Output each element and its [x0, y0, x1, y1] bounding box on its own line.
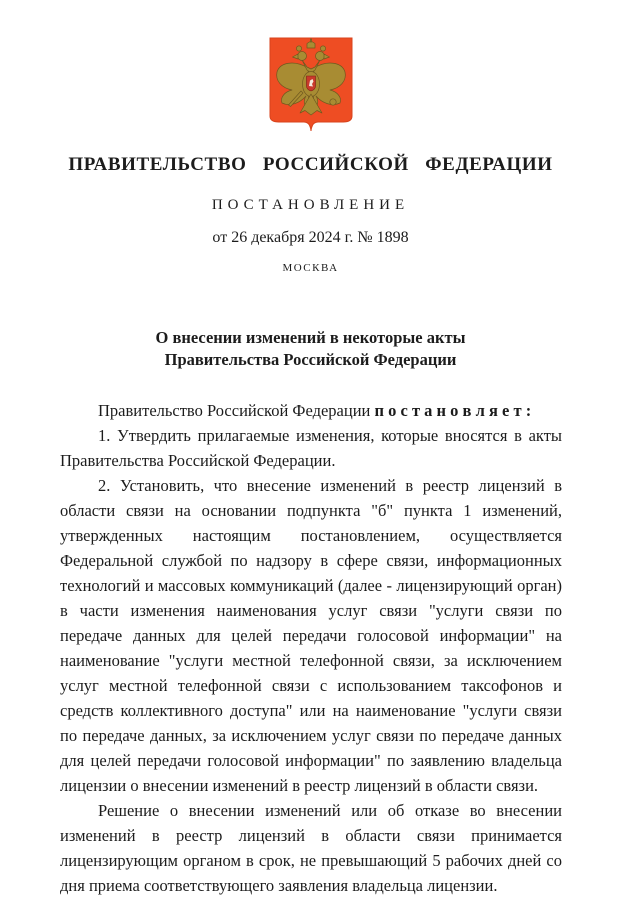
decree-title-line2: Правительства Российской Федерации	[164, 350, 457, 369]
decree-body	[60, 398, 562, 898]
russia-coat-of-arms-icon	[267, 36, 355, 136]
paragraph-1: 1. Утвердить прилагаемые изменения, которые вносятся в акты Правительства Российской Федерации.	[60, 426, 562, 470]
preamble-keyword: п о с т а н о в л я е т :	[374, 401, 532, 420]
emblem-container	[0, 0, 621, 141]
preamble	[60, 398, 562, 423]
document-type: ПОСТАНОВЛЕНИЕ	[211, 197, 410, 213]
paragraph-2: 2. Установить, что внесение изменений в реестр лицензий в области связи на основании подпункта "б" пункта 1 изменений, утвержденных настоящим постановлением, осуществляется Федеральной службой по надзору в сфере связи, информационных технологий и массовых коммуникаций (далее - лицензирующий орган) в части изменения наименования услуг связи "услуги связи по передаче данных для целей передачи голосовой информации" на наименование "услуги местной телефонной связи, за исключением услуг местной телефонной связи с использованием таксофонов и средств коллективного доступа" или на наименование "услуги связи по передаче данных, за исключением услуг связи по передаче данных для целей передачи голосовой информации" по заявлению владельца лицензии о внесении изменений в реестр лицензий в области связи.	[60, 476, 562, 795]
date-number-line: от 26 декабря 2024 г. № 1898	[212, 229, 409, 246]
decree-title-line1: О внесении изменений в некоторые акты	[155, 328, 466, 347]
authority-title: ПРАВИТЕЛЬСТВО РОССИЙСКОЙ ФЕДЕРАЦИИ	[68, 154, 553, 175]
paragraph-3: Решение о внесении изменений или об отказе во внесении изменений в реестр лицензий в области связи принимается лицензирующим органом в срок, не превышающий 5 рабочих дней со дня приема соответствующего заявления владельца лицензии.	[60, 801, 562, 895]
decree-title	[0, 327, 621, 371]
city-label: МОСКВА	[282, 262, 339, 274]
inner-shield-rider	[306, 76, 315, 91]
preamble-text: Правительство Российской Федерации	[98, 401, 375, 420]
